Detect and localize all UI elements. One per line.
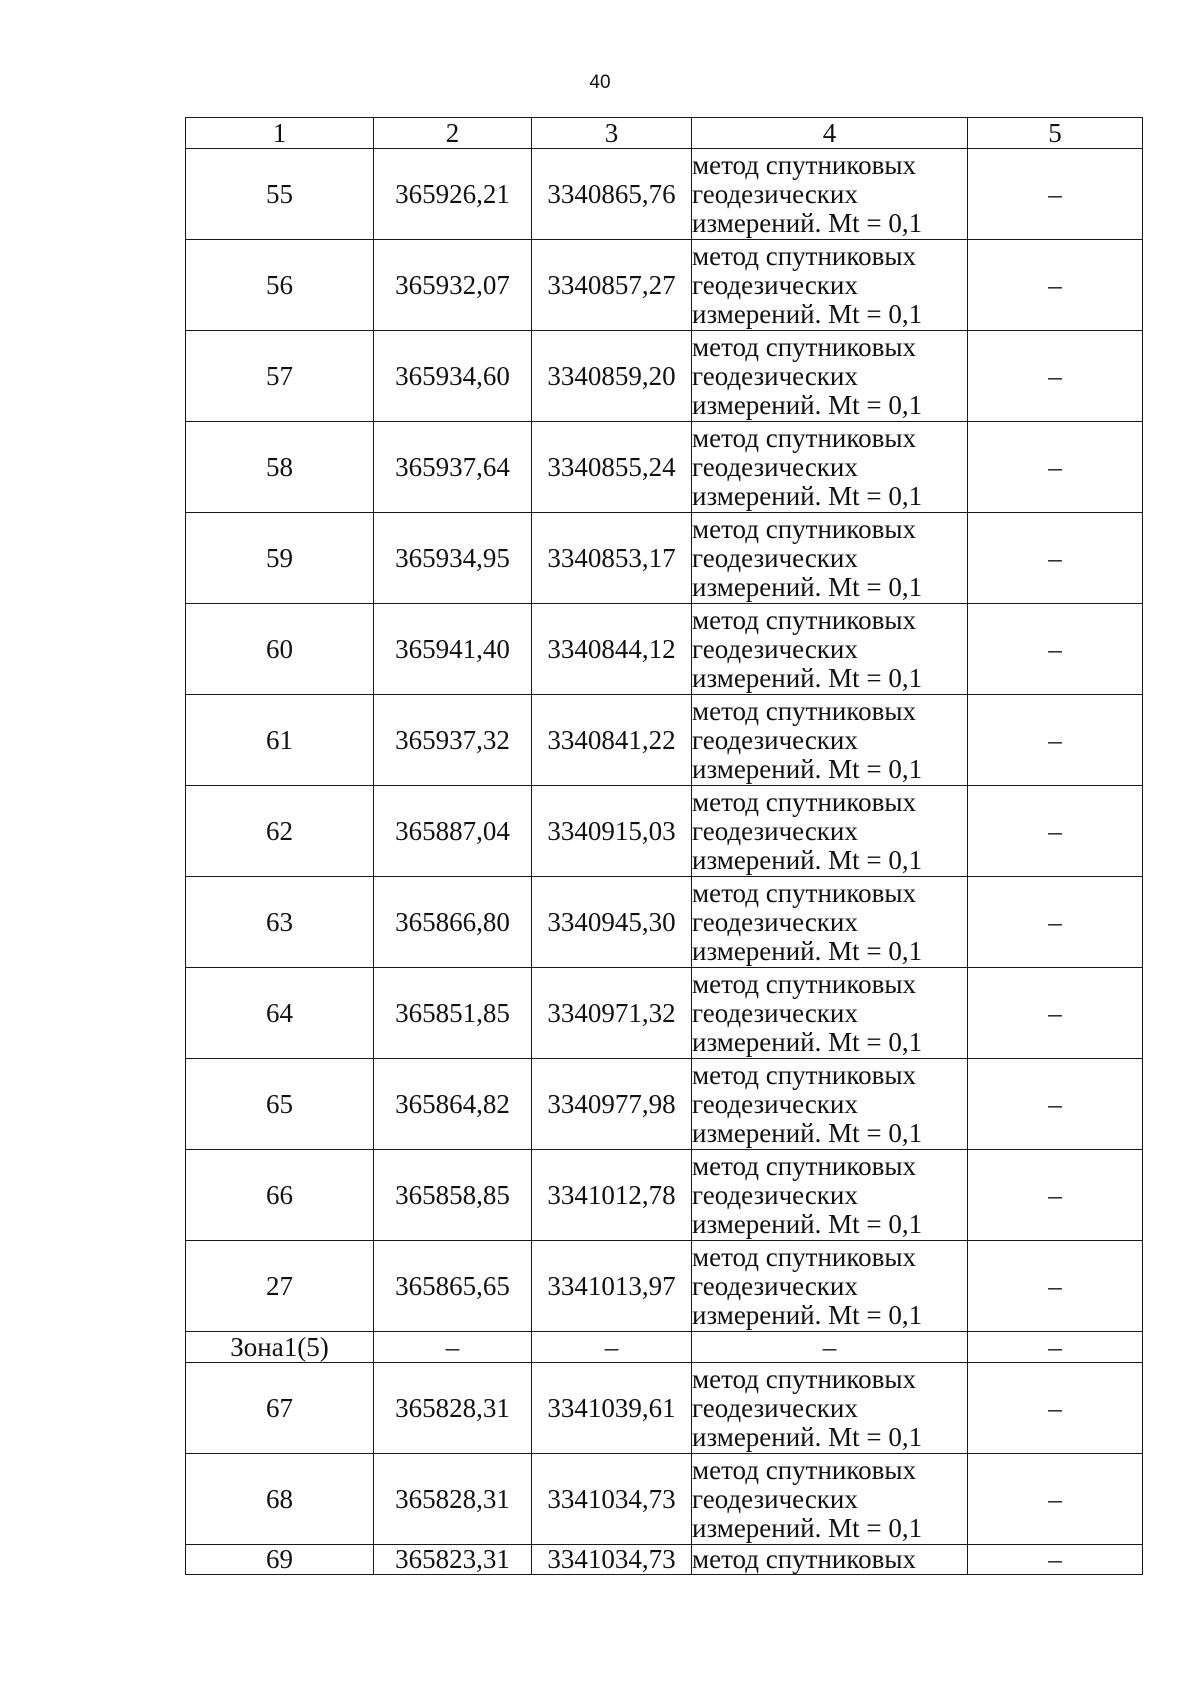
note-cell: – — [968, 1363, 1143, 1454]
point-number-cell: 62 — [186, 786, 374, 877]
y-coordinate-cell: 3340945,30 — [532, 877, 692, 968]
method-line: измерений. Mt = 0,1 — [692, 662, 923, 693]
note-cell: – — [968, 240, 1143, 331]
method-line: метод спутниковых — [692, 1059, 916, 1090]
table-row — [186, 1241, 1143, 1332]
y-coordinate-cell: 3341039,61 — [532, 1363, 692, 1454]
method-line: измерений. Mt = 0,1 — [692, 1026, 923, 1057]
method-line: метод спутниковых — [692, 1454, 916, 1485]
zone-label-cell: Зона1(5) — [186, 1332, 374, 1363]
point-number-cell: 65 — [186, 1059, 374, 1150]
note-cell: – — [968, 695, 1143, 786]
point-number-cell: 68 — [186, 1454, 374, 1545]
method-cell — [692, 1059, 968, 1150]
method-cell — [692, 695, 968, 786]
point-number-cell: 57 — [186, 331, 374, 422]
table-row — [186, 1363, 1143, 1454]
note-cell: – — [968, 149, 1143, 240]
method-line: метод спутниковых — [692, 331, 916, 362]
zone-dash-cell: – — [374, 1332, 532, 1363]
x-coordinate-cell: 365823,31 — [374, 1545, 532, 1575]
zone-dash-cell: – — [968, 1332, 1143, 1363]
y-coordinate-cell: 3340971,32 — [532, 968, 692, 1059]
method-line: измерений. Mt = 0,1 — [692, 1299, 923, 1330]
x-coordinate-cell: 365865,65 — [374, 1241, 532, 1332]
y-coordinate-cell: 3341034,73 — [532, 1545, 692, 1575]
x-coordinate-cell: 365866,80 — [374, 877, 532, 968]
method-cell — [692, 968, 968, 1059]
point-number-cell: 61 — [186, 695, 374, 786]
method-cell — [692, 240, 968, 331]
table-row — [186, 1454, 1143, 1545]
method-line: геодезических — [692, 542, 858, 573]
method-line: метод спутниковых — [692, 695, 916, 726]
zone-dash-cell: – — [692, 1332, 968, 1363]
note-cell: – — [968, 513, 1143, 604]
method-cell — [692, 1454, 968, 1545]
note-cell: – — [968, 1545, 1143, 1575]
method-line: измерений. Mt = 0,1 — [692, 571, 923, 602]
x-coordinate-cell: 365858,85 — [374, 1150, 532, 1241]
method-line: геодезических — [692, 360, 858, 391]
method-cell — [692, 1545, 968, 1575]
point-number-cell: 64 — [186, 968, 374, 1059]
method-line: метод спутниковых — [692, 513, 916, 544]
method-line: метод спутниковых — [692, 422, 916, 453]
x-coordinate-cell: 365934,95 — [374, 513, 532, 604]
point-number-cell: 59 — [186, 513, 374, 604]
y-coordinate-cell: 3340857,27 — [532, 240, 692, 331]
x-coordinate-cell: 365941,40 — [374, 604, 532, 695]
table-row — [186, 695, 1143, 786]
note-cell: – — [968, 877, 1143, 968]
table-row — [186, 877, 1143, 968]
zone-dash-cell: – — [532, 1332, 692, 1363]
method-cell — [692, 786, 968, 877]
method-line: геодезических — [692, 269, 858, 300]
point-number-cell: 60 — [186, 604, 374, 695]
table-row — [186, 1150, 1143, 1241]
method-line: измерений. Mt = 0,1 — [692, 935, 923, 966]
note-cell: – — [968, 1241, 1143, 1332]
y-coordinate-cell: 3340859,20 — [532, 331, 692, 422]
note-cell: – — [968, 786, 1143, 877]
x-coordinate-cell: 365937,64 — [374, 422, 532, 513]
method-line: метод спутниковых — [692, 240, 916, 271]
note-cell: – — [968, 422, 1143, 513]
y-coordinate-cell: 3341013,97 — [532, 1241, 692, 1332]
method-line: метод спутниковых — [692, 1544, 916, 1574]
method-line: метод спутниковых — [692, 968, 916, 999]
note-cell: – — [968, 1454, 1143, 1545]
table-row — [186, 1545, 1143, 1575]
note-cell: – — [968, 604, 1143, 695]
method-line: метод спутниковых — [692, 877, 916, 908]
method-line: геодезических — [692, 906, 858, 937]
method-cell — [692, 1150, 968, 1241]
note-cell: – — [968, 331, 1143, 422]
method-line: геодезических — [692, 1392, 858, 1423]
method-line: геодезических — [692, 1270, 858, 1301]
y-coordinate-cell: 3340915,03 — [532, 786, 692, 877]
x-coordinate-cell: 365934,60 — [374, 331, 532, 422]
table-row — [186, 786, 1143, 877]
method-line: геодезических — [692, 1179, 858, 1210]
method-line: геодезических — [692, 178, 858, 209]
method-line: геодезических — [692, 997, 858, 1028]
point-number-cell: 66 — [186, 1150, 374, 1241]
point-number-cell: 69 — [186, 1545, 374, 1575]
y-coordinate-cell: 3340844,12 — [532, 604, 692, 695]
method-line: измерений. Mt = 0,1 — [692, 480, 923, 511]
method-line: геодезических — [692, 633, 858, 664]
method-line: измерений. Mt = 0,1 — [692, 1512, 923, 1543]
x-coordinate-cell: 365828,31 — [374, 1454, 532, 1545]
method-line: геодезических — [692, 1483, 858, 1514]
method-line: геодезических — [692, 1088, 858, 1119]
method-line: измерений. Mt = 0,1 — [692, 1117, 923, 1148]
x-coordinate-cell: 365932,07 — [374, 240, 532, 331]
method-line: измерений. Mt = 0,1 — [692, 1421, 923, 1452]
y-coordinate-cell: 3340841,22 — [532, 695, 692, 786]
table-row — [186, 331, 1143, 422]
method-cell — [692, 149, 968, 240]
point-number-cell: 63 — [186, 877, 374, 968]
y-coordinate-cell: 3340865,76 — [532, 149, 692, 240]
header-cell-5: 5 — [968, 118, 1143, 149]
point-number-cell: 55 — [186, 149, 374, 240]
x-coordinate-cell: 365851,85 — [374, 968, 532, 1059]
method-cell — [692, 513, 968, 604]
header-row — [186, 118, 1143, 149]
x-coordinate-cell: 365937,32 — [374, 695, 532, 786]
method-line: метод спутниковых — [692, 1363, 916, 1394]
zone-row — [186, 1332, 1143, 1363]
method-cell — [692, 877, 968, 968]
point-number-cell: 56 — [186, 240, 374, 331]
point-number-cell: 67 — [186, 1363, 374, 1454]
y-coordinate-cell: 3341034,73 — [532, 1454, 692, 1545]
method-cell — [692, 604, 968, 695]
method-cell — [692, 422, 968, 513]
method-line: измерений. Mt = 0,1 — [692, 753, 923, 784]
method-cell — [692, 1363, 968, 1454]
page-number: 40 — [589, 72, 611, 93]
note-cell: – — [968, 968, 1143, 1059]
y-coordinate-cell: 3340853,17 — [532, 513, 692, 604]
method-line: метод спутниковых — [692, 604, 916, 635]
method-line: метод спутниковых — [692, 149, 916, 180]
header-cell-2: 2 — [374, 118, 532, 149]
method-line: метод спутниковых — [692, 1241, 916, 1272]
table-row — [186, 422, 1143, 513]
x-coordinate-cell: 365926,21 — [374, 149, 532, 240]
coordinates-table — [185, 117, 1143, 1575]
method-line: измерений. Mt = 0,1 — [692, 1208, 923, 1239]
method-line: измерений. Mt = 0,1 — [692, 298, 923, 329]
method-cell — [692, 1241, 968, 1332]
method-line: измерений. Mt = 0,1 — [692, 844, 923, 875]
table-row — [186, 513, 1143, 604]
point-number-cell: 27 — [186, 1241, 374, 1332]
y-coordinate-cell: 3341012,78 — [532, 1150, 692, 1241]
note-cell: – — [968, 1150, 1143, 1241]
point-number-cell: 58 — [186, 422, 374, 513]
method-line: геодезических — [692, 451, 858, 482]
table-row — [186, 968, 1143, 1059]
table-row — [186, 604, 1143, 695]
x-coordinate-cell: 365887,04 — [374, 786, 532, 877]
method-line: метод спутниковых — [692, 786, 916, 817]
y-coordinate-cell: 3340855,24 — [532, 422, 692, 513]
table-row — [186, 1059, 1143, 1150]
method-line: измерений. Mt = 0,1 — [692, 389, 923, 420]
method-line: метод спутниковых — [692, 1150, 916, 1181]
header-cell-1: 1 — [186, 118, 374, 149]
header-cell-4: 4 — [692, 118, 968, 149]
method-line: геодезических — [692, 724, 858, 755]
y-coordinate-cell: 3340977,98 — [532, 1059, 692, 1150]
note-cell: – — [968, 1059, 1143, 1150]
method-line: геодезических — [692, 815, 858, 846]
table-row — [186, 240, 1143, 331]
method-line: измерений. Mt = 0,1 — [692, 207, 923, 238]
x-coordinate-cell: 365828,31 — [374, 1363, 532, 1454]
table-row — [186, 149, 1143, 240]
method-cell — [692, 331, 968, 422]
header-cell-3: 3 — [532, 118, 692, 149]
x-coordinate-cell: 365864,82 — [374, 1059, 532, 1150]
